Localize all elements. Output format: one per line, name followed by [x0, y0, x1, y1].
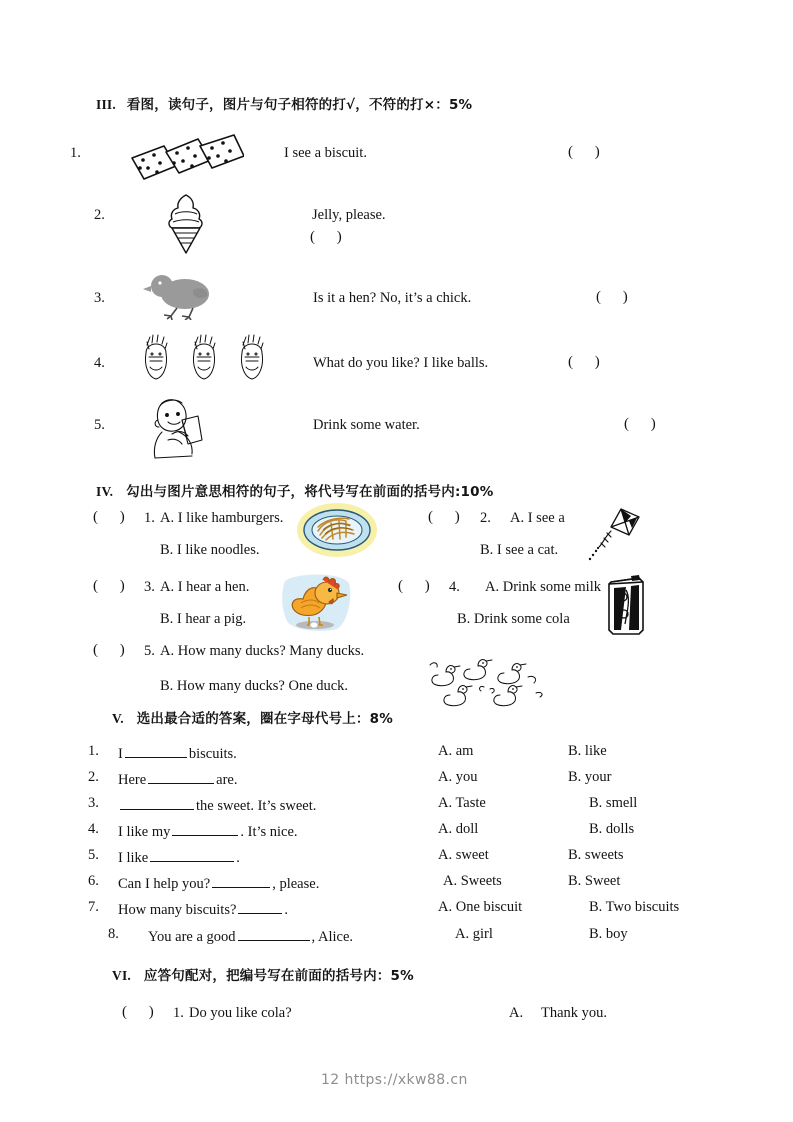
section-4-item-1-number: 1. — [144, 510, 155, 526]
noodles-plate-picture — [296, 501, 378, 559]
section-5-item-2-option-a[interactable]: A. you — [438, 769, 478, 785]
section-4-item-5-option-b[interactable]: B. How many ducks? One duck. — [160, 678, 349, 694]
answer-blank[interactable] — [148, 769, 214, 784]
section-5-item-6-option-b[interactable]: B. Sweet — [568, 873, 621, 889]
section-5-item-1-number: 1. — [88, 743, 99, 759]
section-6-item-1-number: 1. — [173, 1005, 184, 1021]
section-5-item-7-stem — [118, 899, 288, 919]
many-ducks-picture — [424, 653, 550, 709]
section-4-item-5-option-a[interactable]: A. How many ducks? Many ducks. — [160, 643, 365, 659]
section-4-item-3-number: 3. — [144, 579, 155, 595]
answer-blank[interactable] — [120, 795, 194, 810]
section-6-heading — [112, 964, 414, 984]
section-5-item-4-option-a[interactable]: A. doll — [438, 821, 479, 837]
section-5-item-3-option-a[interactable]: A. Taste — [438, 795, 486, 811]
section-6-item-1-answer[interactable]: Thank you. — [541, 1005, 608, 1021]
section-5-item-4-option-b[interactable]: B. dolls — [589, 821, 635, 837]
stem-after: . It’s nice. — [240, 823, 298, 840]
section-4-item-2-option-b[interactable]: B. I see a cat. — [480, 542, 559, 558]
section-3-heading — [96, 93, 472, 113]
section-3-item-5-number: 5. — [94, 417, 105, 433]
section-5-item-7-option-b[interactable]: B. Two biscuits — [589, 899, 680, 915]
hen-picture — [281, 571, 353, 635]
stem-after: . — [284, 901, 289, 918]
answer-blank[interactable] — [172, 821, 238, 836]
section-4-heading-text: 勾出与图片意思相符的句子，将代号写在前面的括号内:10% — [126, 484, 494, 500]
section-3-item-3-number: 3. — [94, 290, 105, 306]
stem-after: , Alice. — [311, 928, 354, 945]
section-5-item-4-number: 4. — [88, 821, 99, 837]
answer-blank[interactable] — [150, 847, 234, 862]
section-5-item-1-stem — [118, 743, 237, 763]
section-5-item-5-option-a[interactable]: A. sweet — [438, 847, 489, 863]
section-5-item-5-number: 5. — [88, 847, 99, 863]
answer-blank[interactable] — [238, 926, 310, 941]
section-3-item-4-bracket[interactable]: ( ) — [568, 354, 609, 370]
section-4-item-4-option-a[interactable]: A. Drink some milk — [485, 579, 601, 595]
section-3-item-3-bracket[interactable]: ( ) — [596, 289, 637, 305]
section-6-roman: VI. — [112, 968, 131, 983]
stem-before: You are a good — [148, 928, 236, 945]
section-6-item-1-question: Do you like cola? — [189, 1005, 292, 1021]
section-3-item-4-number: 4. — [94, 355, 105, 371]
section-6-item-1-answer-label: A. — [509, 1005, 524, 1021]
answer-blank[interactable] — [238, 899, 282, 914]
biscuits-picture — [126, 132, 244, 188]
section-4-item-4-bracket[interactable]: ( ) — [398, 578, 439, 594]
section-4-item-2-bracket[interactable]: ( ) — [428, 509, 469, 525]
stem-before: I like my — [118, 823, 171, 840]
section-4-item-5-bracket[interactable]: ( ) — [93, 642, 134, 658]
section-5-item-1-option-a[interactable]: A. am — [438, 743, 474, 759]
section-4-item-1-bracket[interactable]: ( ) — [93, 509, 134, 525]
stem-before: I like — [118, 849, 149, 866]
stem-before: How many biscuits? — [118, 901, 237, 918]
section-5-heading — [112, 707, 393, 727]
stem-after: . — [236, 849, 240, 866]
section-5-item-1-option-b[interactable]: B. like — [568, 743, 607, 759]
stem-after: the sweet. It’s sweet. — [196, 797, 317, 814]
section-3-item-5-sentence: Drink some water. — [313, 417, 420, 433]
cola-can-picture — [605, 572, 647, 638]
section-3-item-3-sentence: Is it a hen? No, it’s a chick. — [313, 290, 472, 306]
section-4-item-1-option-a[interactable]: A. I like hamburgers. — [160, 510, 284, 526]
section-5-item-4-stem — [118, 821, 298, 841]
chick-picture — [141, 270, 223, 320]
section-5-item-2-option-b[interactable]: B. your — [568, 769, 612, 785]
section-6-heading-text: 应答句配对，把编号写在前面的括号内：5% — [143, 968, 414, 984]
section-5-item-2-stem — [118, 769, 238, 789]
section-4-item-2-option-a[interactable]: A. I see a — [510, 510, 565, 526]
stem-after: are. — [216, 771, 238, 788]
section-3-item-2-bracket[interactable]: ( ) — [310, 229, 351, 245]
section-4-roman: IV. — [96, 484, 114, 499]
section-5-item-2-number: 2. — [88, 769, 99, 785]
stem-before: Can I help you? — [118, 875, 211, 892]
section-5-item-5-stem — [118, 847, 240, 867]
section-4-item-4-option-b[interactable]: B. Drink some cola — [457, 611, 570, 627]
section-3-item-1-bracket[interactable]: ( ) — [568, 144, 609, 160]
section-6-item-1-bracket[interactable]: ( ) — [122, 1004, 163, 1020]
section-3-item-4-sentence: What do you like? I like balls. — [313, 355, 489, 371]
section-5-item-6-option-a[interactable]: A. Sweets — [443, 873, 502, 889]
section-4-item-3-option-a[interactable]: A. I hear a hen. — [160, 579, 250, 595]
ice-cream-cone-picture — [163, 192, 209, 254]
section-3-item-1-sentence: I see a biscuit. — [284, 145, 367, 161]
stem-before: I — [118, 745, 123, 762]
section-5-item-3-stem — [118, 795, 316, 815]
boy-drinking-picture — [146, 394, 222, 460]
three-dolls-picture — [138, 333, 280, 385]
section-3-item-5-bracket[interactable]: ( ) — [624, 416, 665, 432]
section-5-roman: V. — [112, 711, 124, 726]
section-3-item-1-number: 1. — [70, 145, 81, 161]
stem-after: , please. — [272, 875, 320, 892]
section-4-item-5-number: 5. — [144, 643, 155, 659]
section-3-item-2-sentence: Jelly, please. — [312, 207, 386, 223]
section-4-item-4-number: 4. — [449, 579, 460, 595]
page-footer-watermark: 12 https://xkw88.cn — [321, 1072, 468, 1088]
section-5-item-3-number: 3. — [88, 795, 99, 811]
answer-blank[interactable] — [125, 743, 187, 758]
kite-picture — [585, 503, 647, 569]
answer-blank[interactable] — [212, 873, 270, 888]
section-4-heading — [96, 480, 493, 500]
section-5-heading-text: 选出最合适的答案，圈在字母代号上：8% — [136, 711, 393, 727]
stem-after: biscuits. — [188, 745, 237, 762]
section-4-item-3-option-b[interactable]: B. I hear a pig. — [160, 611, 247, 627]
section-5-item-8-stem — [148, 926, 353, 946]
section-5-item-5-option-b[interactable]: B. sweets — [568, 847, 624, 863]
section-4-item-1-option-b[interactable]: B. I like noodles. — [160, 542, 260, 558]
section-5-item-6-stem — [118, 873, 319, 893]
section-3-roman: III. — [96, 97, 116, 112]
section-5-item-8-option-b[interactable]: B. boy — [589, 926, 628, 942]
section-3-item-2-number: 2. — [94, 207, 105, 223]
section-3-heading-text: 看图，读句子，图片与句子相符的打√，不符的打×：5% — [126, 97, 473, 113]
section-4-item-2-number: 2. — [480, 510, 491, 526]
section-5-item-7-number: 7. — [88, 899, 99, 915]
section-5-item-8-number: 8. — [108, 926, 119, 942]
section-4-item-3-bracket[interactable]: ( ) — [93, 578, 134, 594]
stem-before: Here — [118, 771, 147, 788]
section-5-item-8-option-a[interactable]: A. girl — [455, 926, 493, 942]
section-5-item-6-number: 6. — [88, 873, 99, 889]
section-5-item-7-option-a[interactable]: A. One biscuit — [438, 899, 523, 915]
section-5-item-3-option-b[interactable]: B. smell — [589, 795, 638, 811]
